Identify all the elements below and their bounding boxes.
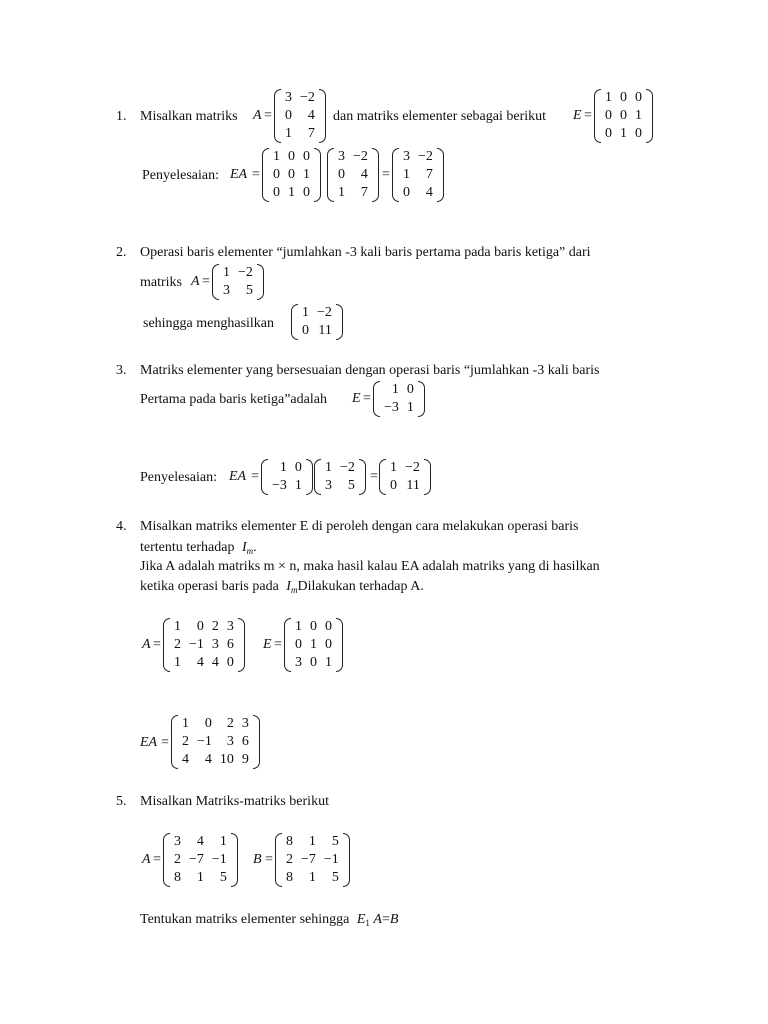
matrix-cell: 1 (325, 460, 332, 475)
matrix-row (268, 459, 306, 477)
matrix-row (399, 184, 437, 202)
matrix-cell: 1 (338, 185, 345, 200)
matrix-result-2 (291, 304, 343, 340)
matrix-cell: 0 (620, 90, 627, 105)
matrix-cell: 4 (211, 655, 219, 670)
matrix-label-ea: EA (140, 735, 158, 750)
matrix-cell: 0 (204, 716, 212, 731)
matrix-row (178, 733, 253, 751)
matrix-cell: −2 (238, 265, 253, 280)
matrix-cell: 0 (303, 149, 310, 164)
matrix-grid (298, 304, 336, 340)
matrix-grid (291, 618, 336, 672)
matrix-cell: 0 (273, 185, 280, 200)
matrix-cell: 4 (196, 655, 204, 670)
matrix-cell: 1 (406, 400, 414, 415)
matrix-grid (219, 264, 257, 300)
matrix-cell: 5 (331, 870, 339, 885)
matrix-cell: 1 (635, 108, 642, 123)
equals-sign: = (252, 167, 260, 182)
left-paren (163, 833, 170, 887)
right-paren (372, 148, 379, 202)
matrix-cell: 1 (196, 870, 204, 885)
matrix-cell: −1 (211, 852, 227, 867)
matrix-cell: 0 (605, 108, 612, 123)
matrix-cell: 2 (182, 734, 189, 749)
matrix-cell: 8 (286, 870, 293, 885)
matrix-cell: 3 (174, 834, 181, 849)
matrix-row (321, 459, 359, 477)
left-paren (163, 618, 170, 672)
item-5-task (140, 911, 398, 928)
matrix-label-a: A (191, 274, 200, 289)
left-paren (379, 459, 386, 495)
matrix-label-b: B (253, 852, 262, 867)
matrix-grid (386, 459, 424, 495)
matrix-row (321, 477, 359, 495)
matrix-cell: 4 (182, 752, 189, 767)
matrix-e-1-sol (262, 148, 321, 202)
right-paren (231, 833, 238, 887)
equals-sign: = (363, 391, 371, 406)
matrix-row (281, 107, 319, 125)
matrix-a-1-sol (327, 148, 379, 202)
right-paren (343, 833, 350, 887)
matrix-row (170, 869, 231, 887)
item-4-line-4a: ketika operasi baris pada (140, 579, 279, 594)
matrix-cell: 7 (360, 185, 368, 200)
item-2-line-1: Operasi baris elementer “jumlahkan -3 kali baris pertama pada baris ketiga” dari (140, 245, 591, 260)
item-3-line-2: Pertama pada baris ketiga”adalah (140, 392, 327, 407)
left-paren (171, 715, 178, 769)
left-paren (373, 381, 380, 417)
matrix-cell: 0 (338, 167, 345, 182)
matrix-cell: 1 (310, 637, 317, 652)
right-paren (306, 459, 313, 495)
matrix-row (298, 304, 336, 322)
equals-sign: = (264, 108, 272, 123)
matrix-cell: 3 (285, 90, 292, 105)
matrix-grid (268, 459, 306, 495)
matrix-cell: 3 (325, 478, 332, 493)
matrix-row (170, 618, 238, 636)
matrix-cell: −3 (384, 400, 399, 415)
matrix-cell: 0 (288, 149, 295, 164)
matrix-cell: 0 (620, 108, 627, 123)
left-paren (262, 148, 269, 202)
matrix-cell: 0 (406, 382, 414, 397)
right-paren (646, 89, 653, 143)
left-paren (392, 148, 399, 202)
matrix-cell: 5 (219, 870, 227, 885)
matrix-row (399, 166, 437, 184)
matrix-cell: 2 (174, 637, 181, 652)
right-paren (257, 264, 264, 300)
matrix-cell: 4 (425, 185, 433, 200)
item-1-text-2: dan matriks elementer sebagai berikut (333, 109, 547, 124)
matrix-cell: 4 (360, 167, 368, 182)
matrix-cell: 5 (245, 283, 253, 298)
matrix-grid (380, 381, 418, 417)
matrix-cell: 1 (285, 126, 292, 141)
matrix-cell: 8 (286, 834, 293, 849)
matrix-cell: −1 (323, 852, 339, 867)
matrix-cell: 1 (390, 460, 397, 475)
matrix-cell: 0 (310, 655, 317, 670)
matrix-row (380, 399, 418, 417)
matrix-row (601, 107, 646, 125)
matrix-label-a: A (253, 108, 262, 123)
left-paren (275, 833, 282, 887)
right-paren (418, 381, 425, 417)
matrix-cell: 0 (226, 655, 234, 670)
matrix-cell: 6 (241, 734, 249, 749)
matrix-cell: 3 (241, 716, 249, 731)
item-4-line-1: Misalkan matriks elementer E di peroleh dengan cara melakukan operasi baris (140, 519, 579, 534)
matrix-grid (321, 459, 359, 495)
matrix-cell: 9 (241, 752, 249, 767)
matrix-row (178, 715, 253, 733)
matrix-grid (178, 715, 253, 769)
matrix-label-e: E (263, 637, 272, 652)
matrix-row (269, 184, 314, 202)
matrix-grid (281, 89, 319, 143)
equals-sign: = (265, 852, 273, 867)
matrix-a-1 (274, 89, 326, 143)
item-4-line-2: tertentu terhadap $I_m$. (140, 540, 257, 556)
right-paren (424, 459, 431, 495)
equals-sign: = (584, 108, 592, 123)
matrix-cell: 1 (219, 834, 227, 849)
right-paren (319, 89, 326, 143)
matrix-cell: 0 (302, 323, 309, 338)
matrix-cell: −2 (353, 149, 368, 164)
matrix-cell: 1 (605, 90, 612, 105)
matrix-cell: −1 (197, 734, 212, 749)
item-3-line-1: Matriks elementer yang bersesuaian dengan operasi baris “jumlahkan -3 kali baris (140, 363, 600, 378)
item-4-line-4 (140, 578, 424, 595)
item-5-line-1: Misalkan Matriks-matriks berikut (140, 794, 329, 809)
matrix-a-2 (212, 264, 264, 300)
matrix-cell: 1 (302, 305, 309, 320)
equals-sign: = (153, 852, 161, 867)
matrix-row (178, 751, 253, 769)
matrix-cell: 1 (295, 619, 302, 634)
matrix-cell: 10 (219, 752, 234, 767)
matrix-cell: 11 (406, 478, 420, 493)
matrix-result-3 (379, 459, 431, 495)
matrix-cell: 0 (294, 460, 302, 475)
matrix-row (269, 166, 314, 184)
equals-sign: = (370, 469, 378, 484)
matrix-grid (601, 89, 646, 143)
matrix-cell: 4 (204, 752, 212, 767)
matrix-label-a: A (142, 852, 151, 867)
matrix-a-4 (163, 618, 245, 672)
matrix-cell: 0 (635, 126, 642, 141)
matrix-row (601, 89, 646, 107)
matrix-row (282, 869, 343, 887)
matrix-cell: 1 (223, 265, 230, 280)
matrix-cell: 4 (307, 108, 315, 123)
matrix-grid (334, 148, 372, 202)
matrix-cell: 8 (174, 870, 181, 885)
matrix-cell: 0 (295, 637, 302, 652)
matrix-cell: 0 (285, 108, 292, 123)
matrix-ea-4 (171, 715, 260, 769)
matrix-row (334, 184, 372, 202)
matrix-row (219, 264, 257, 282)
matrix-cell: 1 (303, 167, 310, 182)
equals-sign: = (274, 637, 282, 652)
matrix-row (282, 851, 343, 869)
equation-e1-a-b: $E_1$ A=B (356, 912, 399, 928)
item-3-solution-label: Penyelesaian: (140, 470, 217, 485)
matrix-cell: 2 (226, 716, 234, 731)
matrix-row (380, 381, 418, 399)
item-3-number: 3. (116, 363, 127, 378)
matrix-cell: −2 (340, 460, 355, 475)
matrix-grid (269, 148, 314, 202)
matrix-cell: 1 (620, 126, 627, 141)
matrix-cell: 5 (331, 834, 339, 849)
matrix-cell: 1 (294, 478, 302, 493)
left-paren (594, 89, 601, 143)
matrix-cell: 0 (303, 185, 310, 200)
matrix-grid (170, 833, 231, 887)
matrix-cell: 1 (325, 655, 332, 670)
identity-symbol: $I_m$ (241, 540, 254, 556)
matrix-e-1 (594, 89, 653, 143)
matrix-cell: 2 (211, 619, 219, 634)
matrix-a-3-sol (314, 459, 366, 495)
matrix-cell: 3 (226, 734, 234, 749)
matrix-a-5 (163, 833, 238, 887)
matrix-cell: 1 (182, 716, 189, 731)
matrix-cell: 0 (390, 478, 397, 493)
matrix-row (281, 89, 319, 107)
matrix-cell: −1 (189, 637, 204, 652)
right-paren (336, 304, 343, 340)
matrix-cell: 0 (635, 90, 642, 105)
matrix-cell: 3 (211, 637, 219, 652)
left-paren (291, 304, 298, 340)
matrix-ea-1 (392, 148, 444, 202)
matrix-row (291, 636, 336, 654)
matrix-cell: 0 (325, 619, 332, 634)
matrix-cell: 1 (391, 382, 399, 397)
item-4-line-2-text: tertentu terhadap (140, 540, 235, 555)
matrix-cell: −2 (418, 149, 433, 164)
matrix-row (281, 125, 319, 143)
matrix-cell: −7 (189, 852, 204, 867)
left-paren (314, 459, 321, 495)
equals-sign: = (251, 469, 259, 484)
item-5-number: 5. (116, 794, 127, 809)
matrix-row (170, 654, 238, 672)
matrix-cell: 0 (310, 619, 317, 634)
item-4-number: 4. (116, 519, 127, 534)
item-1-number: 1. (116, 109, 127, 124)
matrix-cell: 3 (295, 655, 302, 670)
matrix-cell: 5 (347, 478, 355, 493)
matrix-cell: 1 (273, 149, 280, 164)
matrix-row (386, 477, 424, 495)
equals-sign: = (161, 735, 169, 750)
matrix-cell: 0 (403, 185, 410, 200)
matrix-row (291, 654, 336, 672)
matrix-row (399, 148, 437, 166)
matrix-row (291, 618, 336, 636)
item-4-line-4b: Dilakukan terhadap A. (297, 579, 424, 594)
matrix-row (170, 636, 238, 654)
matrix-e-4 (284, 618, 343, 672)
matrix-row (268, 477, 306, 495)
matrix-cell: 1 (279, 460, 287, 475)
matrix-row (334, 166, 372, 184)
matrix-row (282, 833, 343, 851)
matrix-row (601, 125, 646, 143)
item-4-line-3: Jika A adalah matriks m × n, maka hasil kalau EA adalah matriks yang di hasilkan (140, 559, 600, 574)
matrix-cell: 0 (325, 637, 332, 652)
matrix-grid (399, 148, 437, 202)
identity-symbol: $I_m$ (286, 579, 298, 595)
matrix-cell: 2 (286, 852, 293, 867)
matrix-cell: 6 (226, 637, 234, 652)
equals-sign: = (153, 637, 161, 652)
matrix-cell: −3 (272, 478, 287, 493)
matrix-row (269, 148, 314, 166)
matrix-cell: 1 (403, 167, 410, 182)
matrix-label-ea: EA (229, 469, 247, 484)
matrix-cell: 2 (174, 852, 181, 867)
left-paren (212, 264, 219, 300)
left-paren (327, 148, 334, 202)
matrix-cell: −7 (301, 852, 316, 867)
matrix-row (334, 148, 372, 166)
matrix-b-5 (275, 833, 350, 887)
matrix-cell: 7 (307, 126, 315, 141)
matrix-label-e: E (573, 108, 582, 123)
matrix-cell: 3 (226, 619, 234, 634)
right-paren (238, 618, 245, 672)
matrix-e-3 (373, 381, 425, 417)
matrix-cell: 0 (605, 126, 612, 141)
item-2-text: matriks (140, 275, 182, 290)
right-paren (314, 148, 321, 202)
matrix-cell: 3 (223, 283, 230, 298)
right-paren (336, 618, 343, 672)
matrix-cell: −2 (405, 460, 420, 475)
matrix-cell: 4 (196, 834, 204, 849)
matrix-label-e: E (352, 391, 361, 406)
matrix-grid (170, 618, 238, 672)
matrix-cell: 7 (425, 167, 433, 182)
equals-sign: = (382, 167, 390, 182)
left-paren (274, 89, 281, 143)
matrix-cell: 1 (308, 834, 316, 849)
item-5-task-text: Tentukan matriks elementer sehingga (140, 912, 350, 927)
matrix-cell: 0 (288, 167, 295, 182)
matrix-cell: 1 (174, 655, 181, 670)
item-1-text: Misalkan matriks (140, 109, 238, 124)
matrix-row (170, 833, 231, 851)
right-paren (253, 715, 260, 769)
matrix-e-3-sol (261, 459, 313, 495)
matrix-cell: 1 (308, 870, 316, 885)
left-paren (261, 459, 268, 495)
matrix-row (386, 459, 424, 477)
matrix-row (298, 322, 336, 340)
matrix-cell: 1 (288, 185, 295, 200)
matrix-cell: 3 (338, 149, 345, 164)
matrix-label-ea: EA (230, 167, 248, 182)
matrix-row (219, 282, 257, 300)
matrix-cell: 0 (273, 167, 280, 182)
matrix-grid (282, 833, 343, 887)
matrix-row (170, 851, 231, 869)
right-paren (437, 148, 444, 202)
item-2-result-text: sehingga menghasilkan (143, 316, 275, 331)
item-2-number: 2. (116, 245, 127, 260)
matrix-cell: 0 (196, 619, 204, 634)
matrix-cell: 11 (318, 323, 332, 338)
left-paren (284, 618, 291, 672)
equals-sign: = (202, 274, 210, 289)
matrix-cell: 3 (403, 149, 410, 164)
matrix-label-a: A (142, 637, 151, 652)
matrix-cell: −2 (317, 305, 332, 320)
matrix-cell: −2 (300, 90, 315, 105)
right-paren (359, 459, 366, 495)
item-1-solution-label: Penyelesaian: (142, 168, 219, 183)
matrix-cell: 1 (174, 619, 181, 634)
